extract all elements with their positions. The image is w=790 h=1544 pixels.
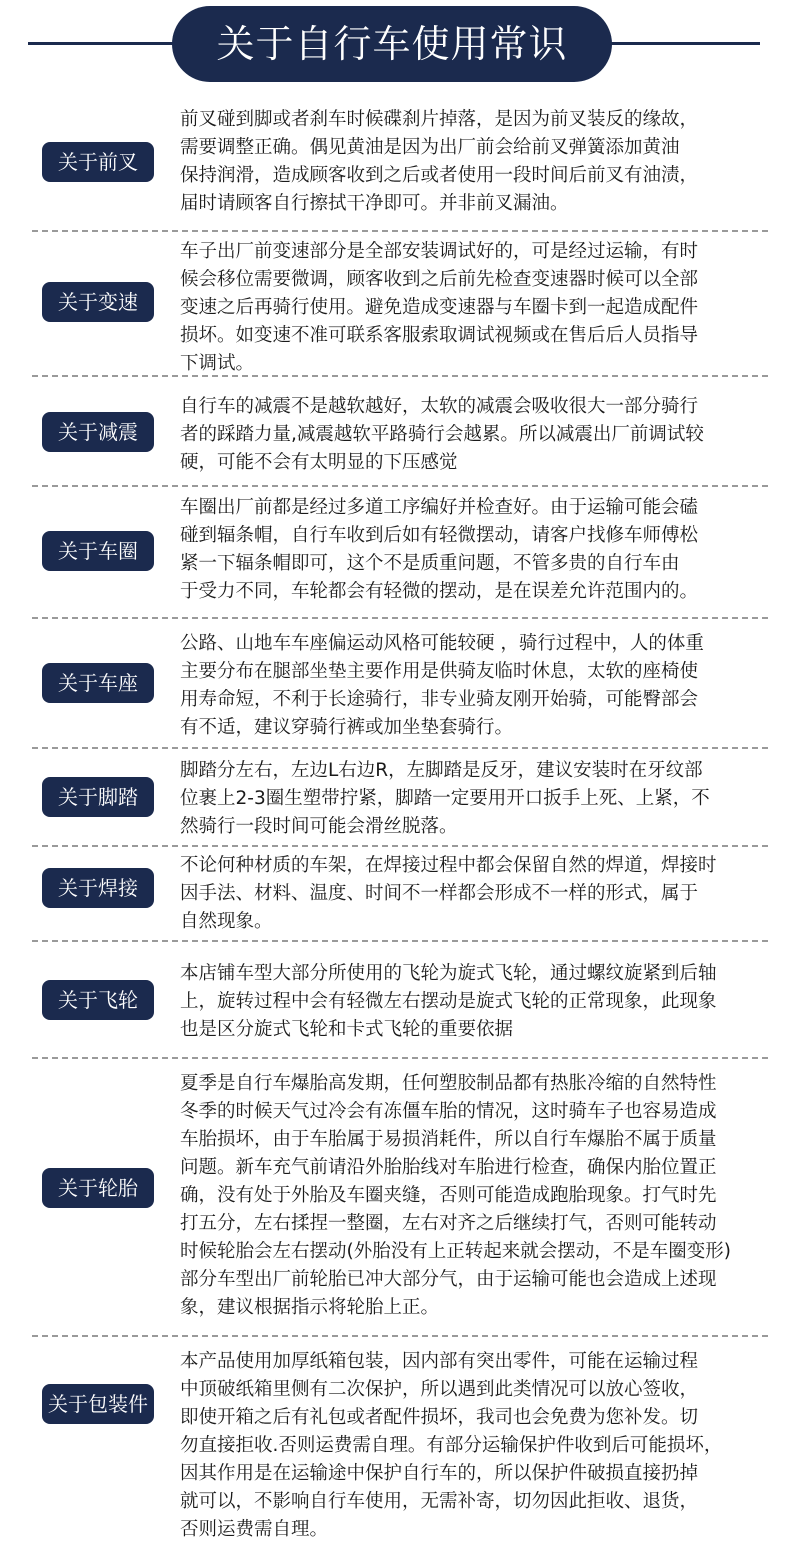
section-text-line: 变速之后再骑行使用。避免造成变速器与车圈卡到一起造成配件 [180,297,699,318]
section-text-line: 也是区分旋式飞轮和卡式飞轮的重要依据 [180,1019,514,1040]
section-text-line: 确，没有处于外胎及车圈夹缝，否则可能造成跑胎现象。打气时先 [180,1185,717,1206]
section-text-line: 冬季的时候天气过冷会有冻僵车胎的情况，这时骑车子也容易造成 [180,1101,717,1122]
section-text-line: 位裹上2-3圈生塑带拧紧，脚踏一定要用开口扳手上死、上紧，不 [180,788,710,809]
section-text-line: 自然现象。 [180,911,273,932]
section-text-line: 车子出厂前变速部分是全部安装调试好的，可是经过运输，有时 [180,241,699,262]
section-divider [32,230,768,232]
section-label: 关于变速 [42,282,154,322]
page-title: 关于自行车使用常识 [172,6,612,82]
section-text-line: 自行车的减震不是越软越好，太软的减震会吸收很大一部分骑行 [180,396,699,417]
section-text-line: 有不适，建议穿骑行裤或加坐垫套骑行。 [180,717,514,738]
section-text-line: 需要调整正确。偶见黄油是因为出厂前会给前叉弹簧添加黄油 [180,137,680,158]
section-text-line: 者的踩踏力量,减震越软平路骑行会越累。所以减震出厂前调试较 [180,424,704,445]
section-label: 关于前叉 [42,142,154,182]
section-label: 关于减震 [42,412,154,452]
section-text-line: 然骑行一段时间可能会滑丝脱落。 [180,816,458,837]
section-text-line: 脚踏分左右，左边L右边R，左脚踏是反牙，建议安装时在牙纹部 [180,760,703,781]
section-text-line: 保持润滑，造成顾客收到之后或者使用一段时间后前叉有油渍， [180,165,699,186]
section-text-line: 届时请顾客自行擦拭干净即可。并非前叉漏油。 [180,193,569,214]
section-text-line: 本产品使用加厚纸箱包装，因内部有突出零件，可能在运输过程 [180,1351,699,1372]
header-line-right [600,42,760,45]
section-text-line: 下调试。 [180,353,255,374]
section-text-line: 因手法、材料、温度、时间不一样都会形成不一样的形式，属于 [180,883,699,904]
section-text-line: 问题。新车充气前请沿外胎胎线对车胎进行检查，确保内胎位置正 [180,1157,717,1178]
section-text-line: 碰到辐条帽，自行车收到后如有轻微摆动，请客户找修车师傅松 [180,525,699,546]
section-text-line: 前叉碰到脚或者刹车时候碟刹片掉落，是因为前叉装反的缘故， [180,109,699,130]
section-label: 关于轮胎 [42,1168,154,1208]
section-label: 关于脚踏 [42,777,154,817]
section-label: 关于包装件 [42,1384,154,1424]
section-divider [32,845,768,847]
header [0,0,790,88]
section-divider [32,940,768,942]
section-divider [32,1335,768,1337]
section-text-line: 上，旋转过程中会有轻微左右摆动是旋式飞轮的正常现象，此现象 [180,991,717,1012]
section-text-line: 本店铺车型大部分所使用的飞轮为旋式飞轮，通过螺纹旋紧到后轴 [180,963,717,984]
section-text-line: 不论何种材质的车架，在焊接过程中都会保留自然的焊道，焊接时 [180,855,717,876]
section-text-line: 车胎损坏，由于车胎属于易损消耗件，所以自行车爆胎不属于质量 [180,1129,717,1150]
section-divider [32,485,768,487]
section-text-line: 就可以，不影响自行车使用，无需补寄，切勿因此拒收、退货， [180,1491,699,1512]
section-divider [32,375,768,377]
section-text-line: 否则运费需自理。 [180,1519,329,1540]
section-text-line: 用寿命短，不利于长途骑行，非专业骑友刚开始骑，可能臀部会 [180,689,699,710]
section-text-line: 即使开箱之后有礼包或者配件损坏，我司也会免费为您补发。切 [180,1407,699,1428]
section-text-line: 象，建议根据指示将轮胎上正。 [180,1297,440,1318]
section-label: 关于焊接 [42,868,154,908]
section-text-line: 于受力不同，车轮都会有轻微的摆动，是在误差允许范围内的。 [180,581,699,602]
section-text-line: 车圈出厂前都是经过多道工序编好并检查好。由于运输可能会磕 [180,497,699,518]
section-divider [32,747,768,749]
section-text-line: 时候轮胎会左右摆动(外胎没有上正转起来就会摆动，不是车圈变形) [180,1241,731,1262]
section-divider [32,1057,768,1059]
section-text-line: 因其作用是在运输途中保护自行车的，所以保护件破损直接扔掉 [180,1463,699,1484]
section-label: 关于车圈 [42,531,154,571]
section-text-line: 主要分布在腿部坐垫主要作用是供骑友临时休息，太软的座椅使 [180,661,699,682]
header-line-left [28,42,188,45]
section-text-line: 勿直接拒收.否则运费需自理。有部分运输保护件收到后可能损坏， [180,1435,723,1456]
section-label: 关于车座 [42,663,154,703]
section-text-line: 公路、山地车车座偏运动风格可能较硬 ，骑行过程中，人的体重 [180,633,704,654]
section-divider [32,617,768,619]
section-text-line: 部分车型出厂前轮胎已冲大部分气，由于运输可能也会造成上述现 [180,1269,717,1290]
section-text-line: 紧一下辐条帽即可，这个不是质重问题，不管多贵的自行车由 [180,553,680,574]
section-text-line: 损坏。如变速不准可联系客服索取调试视频或在售后后人员指导 [180,325,699,346]
section-label: 关于飞轮 [42,980,154,1020]
section-text-line: 打五分，左右揉捏一整圈，左右对齐之后继续打气，否则可能转动 [180,1213,717,1234]
section-text-line: 中顶破纸箱里侧有二次保护，所以遇到此类情况可以放心签收， [180,1379,699,1400]
section-text-line: 候会移位需要微调，顾客收到之后前先检查变速器时候可以全部 [180,269,699,290]
section-text-line: 硬，可能不会有太明显的下压感觉 [180,452,458,473]
section-text-line: 夏季是自行车爆胎高发期，任何塑胶制品都有热胀冷缩的自然特性 [180,1073,717,1094]
